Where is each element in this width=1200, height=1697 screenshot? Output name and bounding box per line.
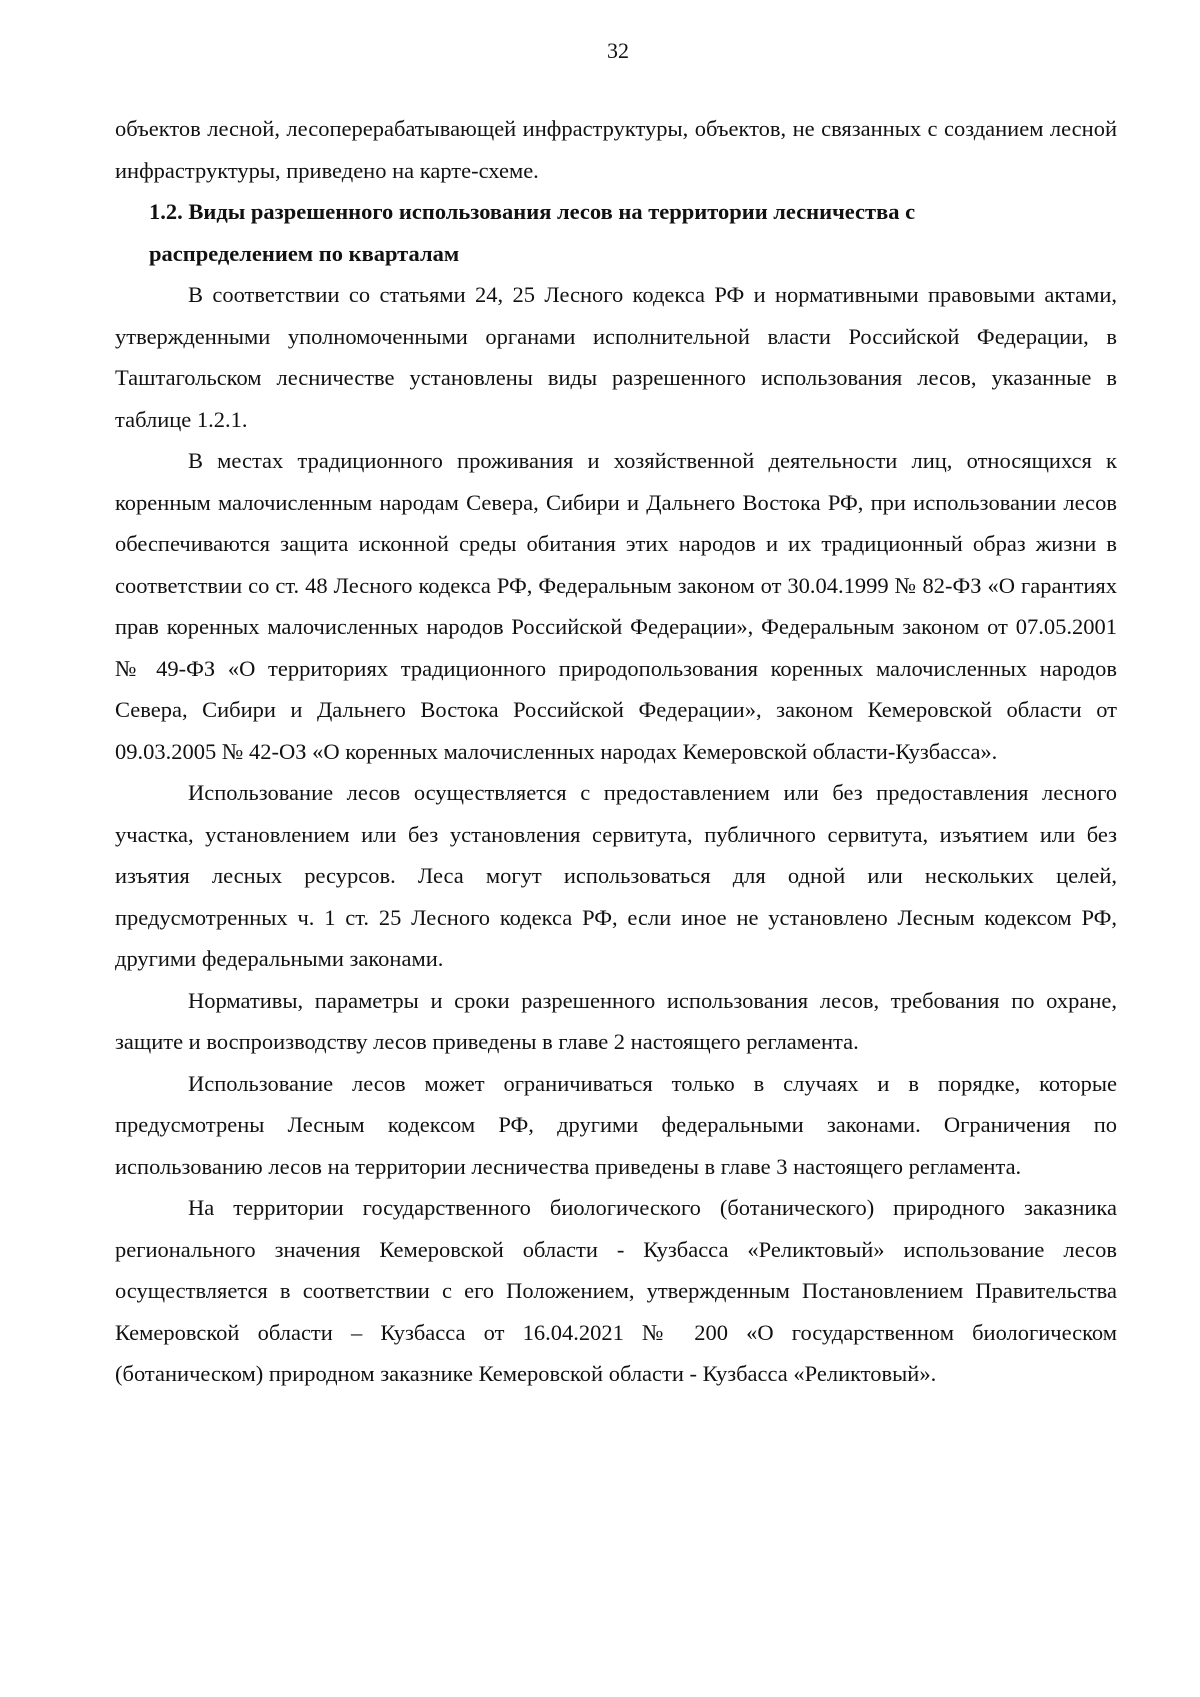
section-heading-line-1: 1.2. Виды разрешенного использования лесов на территории лесничества с <box>149 199 916 224</box>
section-heading-line-2: распределением по кварталам <box>149 240 460 266</box>
paragraph-forest-use-conditions: Использование лесов осуществляется с предоставлением или без предоставления лесного участка, установлением или без установления сервитута, публичного сервитута, изъятием или без изъятия лесных ресурсов. Леса могут использоваться для одной или нескольких целей, предусмотренных ч. 1 ст. 25 Лесного кодекса РФ, если иное не установлено Лесным кодексом РФ, другими федеральными законами. <box>115 780 1117 971</box>
paragraph-legal-basis: В соответствии со статьями 24, 25 Лесного кодекса РФ и нормативными правовыми актами, утвержденными уполномоченными органами исполнительной власти Российской Федерации, в Таштагольском лесничестве установлены виды разрешенного использования лесов, указанные в таблице 1.2.1. <box>115 282 1117 432</box>
paragraph-norms-reference: Нормативы, параметры и сроки разрешенного использования лесов, требования по охране, защите и воспроизводству лесов приведены в главе 2 настоящего регламента. <box>115 987 1117 1054</box>
document-body <box>115 108 1117 1395</box>
paragraph-indigenous-peoples: В местах традиционного проживания и хозяйственной деятельности лиц, относящихся к коренным малочисленным народам Севера, Сибири и Дальнего Востока РФ, при использовании лесов обеспечиваются защита исконной среды обитания этих народов и их традиционный образ жизни в соответствии со ст. 48 Лесного кодекса РФ, Федеральным законом от 30.04.1999 № 82-ФЗ «О гарантиях прав коренных малочисленных народов Российской Федерации», Федеральным законом от 07.05.2001 № 49-ФЗ «О территориях традиционного природопользования коренных малочисленных народов Севера, Сибири и Дальнего Востока Российской Федерации», законом Кемеровской области от 09.03.2005 № 42-ОЗ «О коренных малочисленных народах Кемеровской области-Кузбасса». <box>115 448 1117 764</box>
section-heading <box>115 191 1117 274</box>
page-number: 32 <box>607 38 629 63</box>
intro-paragraph: объектов лесной, лесоперерабатывающей инфраструктуры, объектов, не связанных с созданием лесной инфраструктуры, приведено на карте-схеме. <box>115 116 1117 183</box>
paragraph-reserve-relictovy: На территории государственного биологического (ботанического) природного заказника регионального значения Кемеровской области - Кузбасса «Реликтовый» использование лесов осуществляется в соответствии с его Положением, утвержденным Постановлением Правительства Кемеровской области – Кузбасса от 16.04.2021 № 200 «О государственном биологическом (ботаническом) природном заказнике Кемеровской области - Кузбасса «Реликтовый». <box>115 1195 1117 1386</box>
paragraph-restrictions: Использование лесов может ограничиваться только в случаях и в порядке, которые предусмотрены Лесным кодексом РФ, другими федеральными законами. Ограничения по использованию лесов на территории лесничества приведены в главе 3 настоящего регламента. <box>115 1070 1117 1179</box>
